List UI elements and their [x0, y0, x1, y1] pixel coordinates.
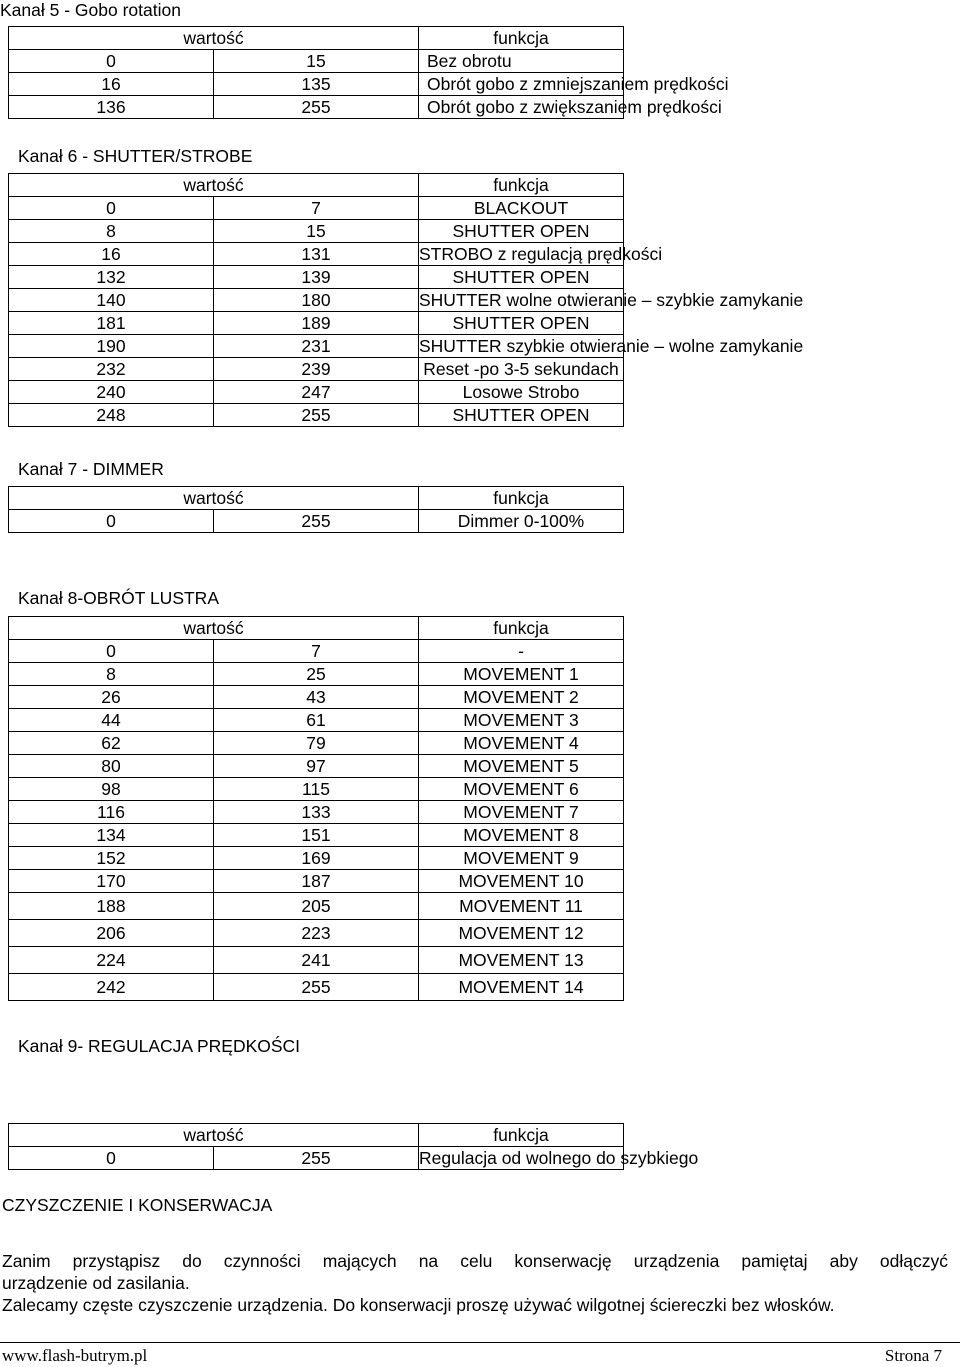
function-cell: MOVEMENT 12	[419, 920, 624, 947]
range-end-cell: 189	[214, 312, 419, 335]
table-row	[9, 824, 624, 847]
table-header-row	[9, 1124, 624, 1147]
range-start-cell: 44	[9, 709, 214, 732]
function-column-header: funkcja	[419, 174, 624, 197]
range-start-cell: 80	[9, 755, 214, 778]
range-start-cell: 16	[9, 243, 214, 266]
value-column-header: wartość	[9, 174, 419, 197]
range-end-cell: 135	[214, 73, 419, 96]
range-end-cell: 61	[214, 709, 419, 732]
range-start-cell: 240	[9, 381, 214, 404]
range-end-cell: 187	[214, 870, 419, 893]
table-row	[9, 801, 624, 824]
range-start-cell: 232	[9, 358, 214, 381]
range-end-cell: 151	[214, 824, 419, 847]
table-row	[9, 870, 624, 893]
range-start-cell: 140	[9, 289, 214, 312]
channel-5-heading: Kanał 5 - Gobo rotation	[0, 0, 181, 20]
range-end-cell: 255	[214, 1147, 419, 1170]
footer-website: www.flash-butrym.pl	[2, 1346, 148, 1365]
function-cell: MOVEMENT 11	[419, 893, 624, 920]
function-cell: BLACKOUT	[419, 197, 624, 220]
table-row	[9, 312, 624, 335]
table-header-row	[9, 174, 624, 197]
range-start-cell: 26	[9, 686, 214, 709]
range-start-cell: 0	[9, 1147, 214, 1170]
table-header-row	[9, 617, 624, 640]
range-end-cell: 255	[214, 96, 419, 119]
range-end-cell: 131	[214, 243, 419, 266]
channel-8-heading: Kanał 8-OBRÓT LUSTRA	[18, 588, 219, 608]
function-cell: MOVEMENT 4	[419, 732, 624, 755]
value-column-header: wartość	[9, 1124, 419, 1147]
function-cell: Regulacja od wolnego do szybkiego	[419, 1148, 699, 1168]
channel-8-table	[8, 616, 624, 1001]
table-row	[9, 96, 624, 119]
table-row	[9, 266, 624, 289]
function-cell: Bez obrotu	[419, 50, 624, 73]
table-row	[9, 778, 624, 801]
range-end-cell: 15	[214, 220, 419, 243]
range-start-cell: 98	[9, 778, 214, 801]
function-cell: MOVEMENT 13	[419, 947, 624, 974]
range-end-cell: 255	[214, 404, 419, 427]
range-end-cell: 25	[214, 663, 419, 686]
maintenance-para-1-line-1: Zanim przystąpisz do czynności mających na celu konserwację urządzenia pamiętaj aby odłączyć	[2, 1251, 948, 1271]
range-start-cell: 16	[9, 73, 214, 96]
maintenance-para-2: Zalecamy częste czyszczenie urządzenia. Do konserwacji proszę używać wilgotnej ściereczki bez włosków.	[2, 1295, 835, 1315]
table-row	[9, 404, 624, 427]
range-end-cell: 241	[214, 947, 419, 974]
footer-page-number: Strona 7	[884, 1346, 942, 1365]
channel-9-table	[8, 1123, 699, 1170]
function-cell: SHUTTER OPEN	[419, 266, 624, 289]
range-end-cell: 169	[214, 847, 419, 870]
range-end-cell: 205	[214, 893, 419, 920]
value-column-header: wartość	[9, 27, 419, 50]
function-cell: SHUTTER OPEN	[419, 312, 624, 335]
maintenance-heading: CZYSZCZENIE I KONSERWACJA	[2, 1195, 273, 1215]
table-row	[9, 920, 624, 947]
channel-5-table	[8, 26, 729, 119]
function-cell: MOVEMENT 7	[419, 801, 624, 824]
range-start-cell: 0	[9, 50, 214, 73]
function-column-header: funkcja	[419, 27, 624, 50]
function-cell: MOVEMENT 2	[419, 686, 624, 709]
function-cell: STROBO z regulacją prędkości	[419, 244, 663, 264]
range-start-cell: 8	[9, 220, 214, 243]
range-start-cell: 0	[9, 197, 214, 220]
footer-divider	[0, 1342, 960, 1343]
range-end-cell: 15	[214, 50, 419, 73]
range-start-cell: 132	[9, 266, 214, 289]
table-row	[9, 335, 624, 358]
table-row	[9, 243, 624, 266]
channel-7-table	[8, 486, 624, 533]
function-cell: MOVEMENT 6	[419, 778, 624, 801]
function-cell: -	[419, 640, 624, 663]
table-row	[9, 197, 624, 220]
range-end-cell: 255	[214, 510, 419, 533]
range-start-cell: 224	[9, 947, 214, 974]
table-row	[9, 893, 624, 920]
function-column-header: funkcja	[419, 487, 624, 510]
value-column-header: wartość	[9, 487, 419, 510]
maintenance-text	[2, 1250, 948, 1316]
range-end-cell: 231	[214, 335, 419, 358]
function-cell: MOVEMENT 3	[419, 709, 624, 732]
range-start-cell: 181	[9, 312, 214, 335]
table-row	[9, 640, 624, 663]
function-cell: Reset -po 3-5 sekundach	[419, 358, 624, 381]
function-cell: MOVEMENT 5	[419, 755, 624, 778]
channel-9-heading: Kanał 9- REGULACJA PRĘDKOŚCI	[18, 1036, 301, 1056]
range-end-cell: 7	[214, 640, 419, 663]
function-cell: SHUTTER szybkie otwieranie – wolne zamykanie	[419, 336, 804, 356]
table-row	[9, 381, 624, 404]
range-start-cell: 116	[9, 801, 214, 824]
range-start-cell: 62	[9, 732, 214, 755]
table-row	[9, 1147, 624, 1170]
channel-6-heading: Kanał 6 - SHUTTER/STROBE	[18, 146, 253, 166]
table-row	[9, 73, 624, 96]
range-start-cell: 8	[9, 663, 214, 686]
function-cell: MOVEMENT 8	[419, 824, 624, 847]
table-row	[9, 663, 624, 686]
table-row	[9, 974, 624, 1001]
range-start-cell: 0	[9, 510, 214, 533]
table-row	[9, 686, 624, 709]
range-start-cell: 188	[9, 893, 214, 920]
range-start-cell: 134	[9, 824, 214, 847]
range-start-cell: 170	[9, 870, 214, 893]
function-cell: MOVEMENT 14	[419, 974, 624, 1001]
function-cell: MOVEMENT 1	[419, 663, 624, 686]
table-row	[9, 289, 624, 312]
table-header-row	[9, 487, 624, 510]
range-start-cell: 0	[9, 640, 214, 663]
value-column-header: wartość	[9, 617, 419, 640]
range-start-cell: 206	[9, 920, 214, 947]
range-end-cell: 97	[214, 755, 419, 778]
channel-7-heading: Kanał 7 - DIMMER	[18, 459, 164, 479]
table-row	[9, 847, 624, 870]
table-row	[9, 755, 624, 778]
range-start-cell: 190	[9, 335, 214, 358]
table-row	[9, 947, 624, 974]
range-end-cell: 180	[214, 289, 419, 312]
table-row	[9, 732, 624, 755]
function-column-header: funkcja	[419, 617, 624, 640]
function-cell: Losowe Strobo	[419, 381, 624, 404]
table-row	[9, 50, 624, 73]
range-end-cell: 115	[214, 778, 419, 801]
function-cell: MOVEMENT 9	[419, 847, 624, 870]
range-end-cell: 239	[214, 358, 419, 381]
maintenance-para-1-line-2: urządzenie od zasilania.	[2, 1273, 190, 1293]
table-row	[9, 358, 624, 381]
function-cell: MOVEMENT 10	[419, 870, 624, 893]
range-start-cell: 242	[9, 974, 214, 1001]
range-end-cell: 133	[214, 801, 419, 824]
range-end-cell: 79	[214, 732, 419, 755]
table-row	[9, 510, 624, 533]
range-end-cell: 247	[214, 381, 419, 404]
channel-6-table	[8, 173, 804, 427]
range-start-cell: 152	[9, 847, 214, 870]
range-end-cell: 7	[214, 197, 419, 220]
range-end-cell: 139	[214, 266, 419, 289]
function-cell: Obrót gobo z zmniejszaniem prędkości	[419, 73, 624, 96]
range-end-cell: 255	[214, 974, 419, 1001]
table-header-row	[9, 27, 624, 50]
function-cell: Obrót gobo z zwiększaniem prędkości	[419, 96, 624, 119]
range-end-cell: 223	[214, 920, 419, 947]
table-row	[9, 709, 624, 732]
function-cell: SHUTTER OPEN	[419, 220, 624, 243]
function-cell: SHUTTER OPEN	[419, 404, 624, 427]
table-row	[9, 220, 624, 243]
range-start-cell: 136	[9, 96, 214, 119]
function-cell: Dimmer 0-100%	[419, 510, 624, 533]
range-start-cell: 248	[9, 404, 214, 427]
range-end-cell: 43	[214, 686, 419, 709]
function-column-header: funkcja	[419, 1124, 624, 1147]
function-cell: SHUTTER wolne otwieranie – szybkie zamykanie	[419, 290, 804, 310]
